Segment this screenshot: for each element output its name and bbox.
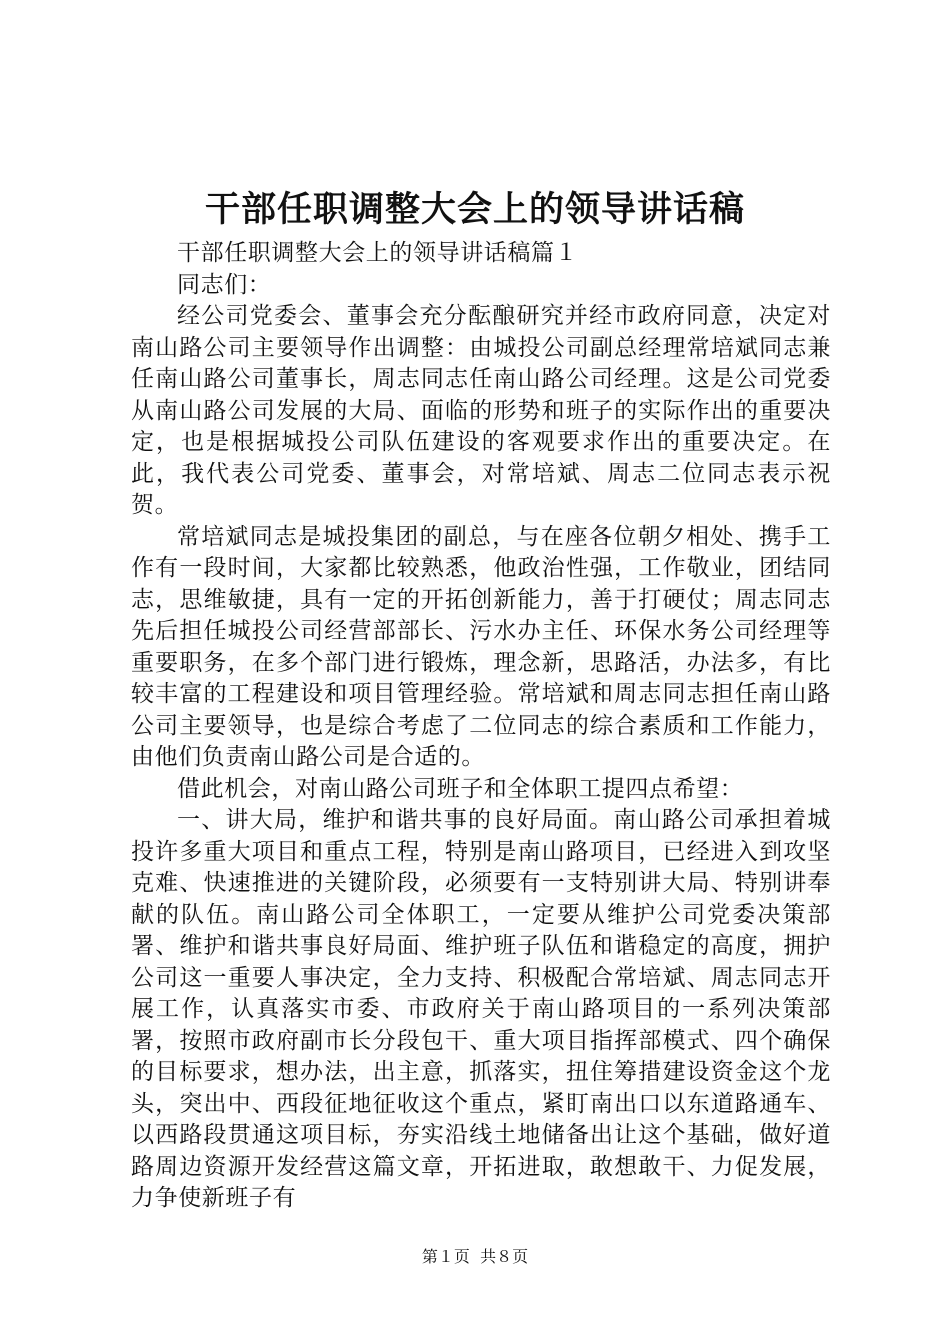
body-paragraph: 经公司党委会、董事会充分酝酿研究并经市政府同意，决定对南山路公司主要领导作出调整：由城投公司副总经理常培斌同志兼任南山路公司董事长，周志同志任南山路公司经理。这是公司党委从南山路公司发展的大局、面临的形势和班子的实际作出的重要决定，也是根据城投公司队伍建设的客观要求作出的重要决定。在此，我代表公司党委、董事会，对常培斌、周志二位同志表示祝贺。: [131, 303, 831, 518]
body-paragraph: 借此机会，对南山路公司班子和全体职工提四点希望：: [177, 775, 744, 802]
section-heading: 干部任职调整大会上的领导讲话稿篇１: [177, 240, 579, 266]
page-footer: [0, 1246, 950, 1268]
page-number: 第１页: [421, 1247, 470, 1266]
page-total: 共８页: [480, 1247, 529, 1266]
salutation: 同志们：: [177, 271, 272, 298]
document-title: 干部任职调整大会上的领导讲话稿: [204, 189, 745, 230]
body-paragraph: 一、讲大局，维护和谐共事的良好局面。南山路公司承担着城投许多重大项目和重点工程，特别是南山路项目，已经进入到攻坚克难、快速推进的关键阶段，必须要有一支特别讲大局、特别讲奉献的队伍。南山路公司全体职工，一定要从维护公司党委决策部署、维护和谐共事良好局面、维护班子队伍和谐稳定的高度，拥护公司这一重要人事决定，全力支持、积极配合常培斌、周志同志开展工作，认真落实市委、市政府关于南山路项目的一系列决策部署，按照市政府副市长分段包干、重大项目指挥部模式、四个确保的目标要求，想办法，出主意，抓落实，扭住筹措建设资金这个龙头，突出中、西段征地征收这个重点，紧盯南出口以东道路通车、以西路段贯通这项目标，夯实沿线土地储备出让这个基础，做好道路周边资源开发经营这篇文章，开拓进取，敢想敢干、力促发展，力争使新班子有: [131, 807, 831, 1211]
body-paragraph: 常培斌同志是城投集团的副总，与在座各位朝夕相处、携手工作有一段时间，大家都比较熟悉，他政治性强，工作敬业，团结同志，思维敏捷，具有一定的开拓创新能力，善于打硬仗；周志同志先后担任城投公司经营部部长、污水办主任、环保水务公司经理等重要职务，在多个部门进行锻炼，理念新，思路活，办法多，有比较丰富的工程建设和项目管理经验。常培斌和周志同志担任南山路公司主要领导，也是综合考虑了二位同志的综合素质和工作能力，由他们负责南山路公司是合适的。: [131, 523, 831, 770]
document-body: [131, 238, 831, 1215]
